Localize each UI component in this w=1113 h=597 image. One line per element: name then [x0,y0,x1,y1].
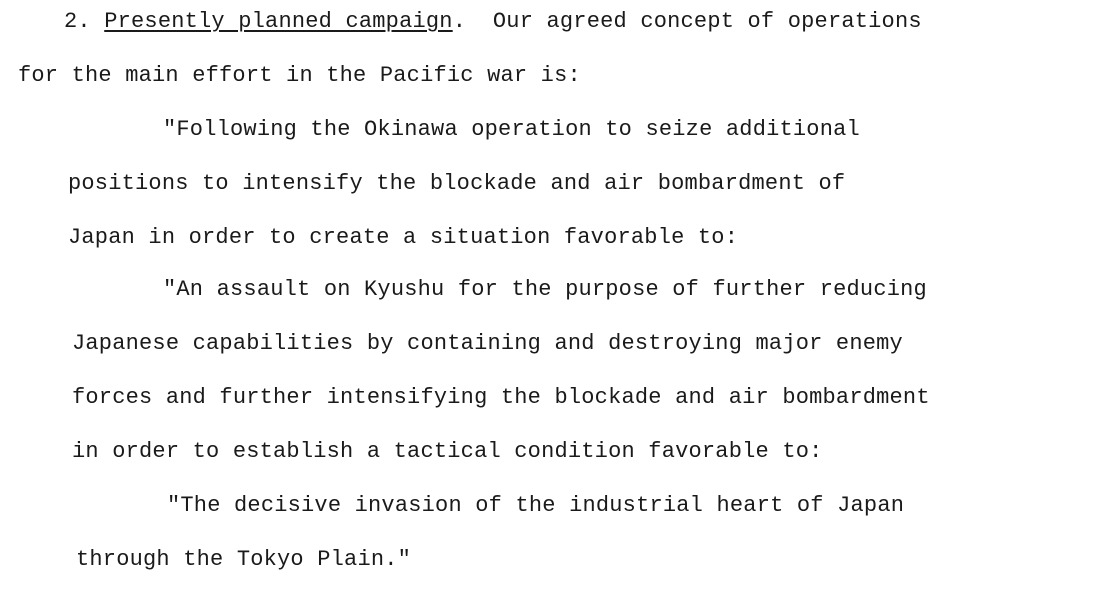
paragraph-number: 2. [64,9,105,34]
quote1-line-3: Japan in order to create a situation favorable to: [68,225,739,250]
paragraph-heading: Presently planned campaign [104,9,453,34]
quote2-line-3: forces and further intensifying the blockade and air bombardment [72,385,930,410]
paragraph-heading-line [64,8,922,36]
paragraph-heading-tail: . Our agreed concept of operations [452,9,922,34]
quote1-line-1: "Following the Okinawa operation to seize additional [163,117,860,142]
quote2-line-2: Japanese capabilities by containing and destroying major enemy [72,331,903,356]
quote3-line-1: "The decisive invasion of the industrial heart of Japan [167,493,905,518]
quote2-line-4: in order to establish a tactical condition favorable to: [72,439,823,464]
paragraph-line-2: for the main effort in the Pacific war is: [18,63,581,88]
quote1-line-2: positions to intensify the blockade and air bombardment of [68,171,846,196]
quote3-line-2: through the Tokyo Plain." [76,547,412,572]
quote2-line-1: "An assault on Kyushu for the purpose of further reducing [163,277,927,302]
